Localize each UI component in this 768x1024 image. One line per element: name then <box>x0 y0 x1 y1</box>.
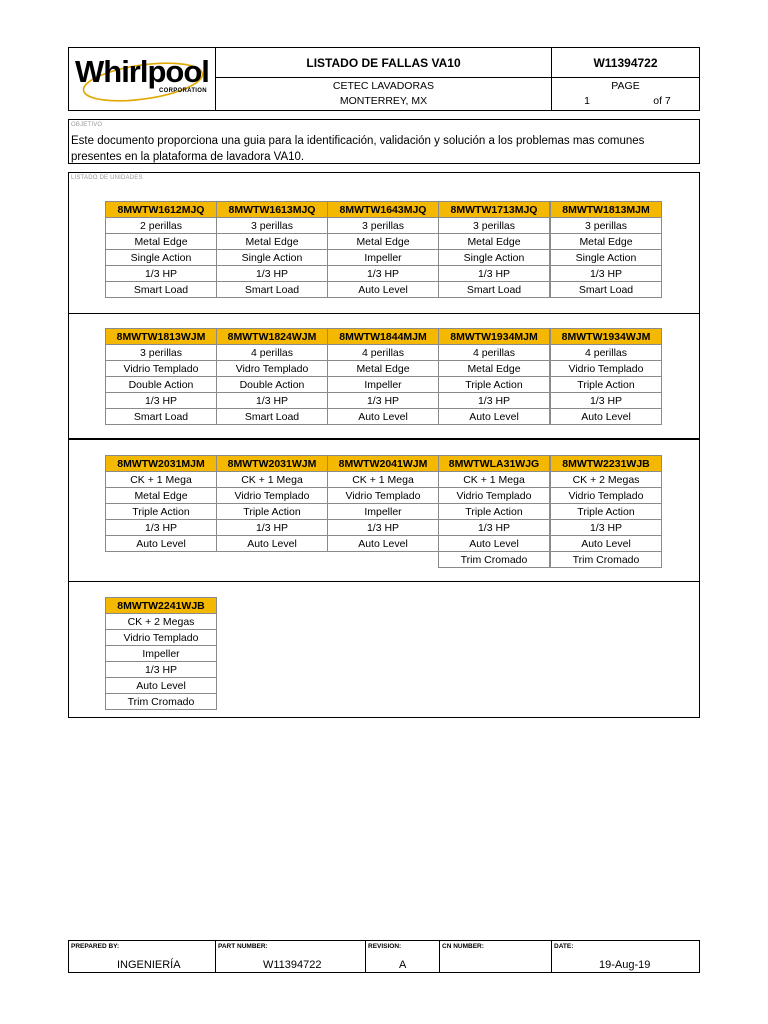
unit-spec: 1/3 HP <box>439 520 550 536</box>
unit-spec: 1/3 HP <box>106 266 217 282</box>
unit-spec: 1/3 HP <box>106 662 217 678</box>
unit-spec: 3 perillas <box>328 218 439 234</box>
unit-spec: Trim Cromado <box>106 694 217 710</box>
unit-table <box>327 201 439 298</box>
unit-spec: Single Action <box>439 250 550 266</box>
unit-spec: 1/3 HP <box>439 266 550 282</box>
unit-model: 8MWTWLA31WJG <box>439 456 550 472</box>
unit-spec: Auto Level <box>106 678 217 694</box>
unit-spec: 1/3 HP <box>328 393 439 409</box>
unit-spec: 1/3 HP <box>217 393 328 409</box>
unit-model: 8MWTW1824WJM <box>217 329 328 345</box>
unit-spec: Vidrio Templado <box>328 488 439 504</box>
row-divider <box>69 581 699 582</box>
unit-spec: 1/3 HP <box>439 393 550 409</box>
units-section <box>68 172 700 718</box>
unit-table <box>105 201 217 298</box>
unit-table <box>216 455 328 552</box>
unit-spec: Metal Edge <box>328 361 439 377</box>
unit-model: 8MWTW1844MJM <box>328 329 439 345</box>
unit-model: 8MWTW1813MJM <box>551 202 662 218</box>
unit-spec: CK + 1 Mega <box>106 472 217 488</box>
unit-spec: 1/3 HP <box>551 393 662 409</box>
unit-spec: Metal Edge <box>106 234 217 250</box>
row-divider <box>69 313 699 314</box>
unit-table <box>105 455 217 552</box>
unit-spec: Vidrio Templado <box>217 488 328 504</box>
unit-spec: Auto Level <box>217 536 328 552</box>
date-value: 19-Aug-19 <box>599 959 651 971</box>
unit-spec: Vidrio Templado <box>551 361 662 377</box>
unit-spec: Triple Action <box>439 377 550 393</box>
prepared-by-label: PREPARED BY: <box>71 943 120 950</box>
document-footer <box>68 940 700 973</box>
unit-spec: Single Action <box>217 250 328 266</box>
unit-model: 8MWTW2241WJB <box>106 598 217 614</box>
unit-spec: 1/3 HP <box>217 266 328 282</box>
unit-spec: 4 perillas <box>551 345 662 361</box>
unit-spec: Triple Action <box>106 504 217 520</box>
unit-spec: Vidrio Templado <box>106 361 217 377</box>
unit-table <box>550 201 662 298</box>
unit-spec: Triple Action <box>551 504 662 520</box>
date-label: DATE: <box>554 943 574 950</box>
unit-spec: CK + 1 Mega <box>328 472 439 488</box>
unit-spec: 1/3 HP <box>106 520 217 536</box>
unit-spec: Trim Cromado <box>439 552 550 568</box>
unit-table <box>550 328 662 425</box>
unit-spec: 4 perillas <box>217 345 328 361</box>
unit-spec: CK + 2 Megas <box>551 472 662 488</box>
unit-spec: Metal Edge <box>328 234 439 250</box>
unit-spec: Smart Load <box>217 409 328 425</box>
revision-label: REVISION: <box>368 943 402 950</box>
unit-spec: Smart Load <box>217 282 328 298</box>
revision-value: A <box>399 959 407 971</box>
unit-spec: Smart Load <box>551 282 662 298</box>
unit-spec: Metal Edge <box>217 234 328 250</box>
unit-spec: Trim Cromado <box>551 552 662 568</box>
unit-spec: Triple Action <box>551 377 662 393</box>
department: CETEC LAVADORAS <box>332 80 435 92</box>
unit-spec: Double Action <box>217 377 328 393</box>
unit-model: 8MWTW1613MJQ <box>217 202 328 218</box>
unit-spec: Smart Load <box>439 282 550 298</box>
unit-table <box>438 201 550 298</box>
unit-spec: 4 perillas <box>439 345 550 361</box>
unit-table <box>327 455 439 552</box>
objetivo-text: Este documento proporciona una guia para la identificación, validación y solución a los problemas mas comunes presentes en la plataforma de lavadora VA10. <box>71 135 645 163</box>
page-number: 1 <box>584 95 590 107</box>
unit-spec: Metal Edge <box>439 361 550 377</box>
unit-spec: Vidro Templado <box>217 361 328 377</box>
unit-spec: 1/3 HP <box>551 520 662 536</box>
unit-table <box>105 597 217 710</box>
unit-spec: Vidrio Templado <box>439 488 550 504</box>
unit-spec: Auto Level <box>439 536 550 552</box>
unit-model: 8MWTW2041WJM <box>328 456 439 472</box>
unit-table <box>327 328 439 425</box>
unit-spec: Auto Level <box>328 282 439 298</box>
unit-spec: Auto Level <box>106 536 217 552</box>
unit-spec: Auto Level <box>328 536 439 552</box>
unit-model: 8MWTW1934WJM <box>551 329 662 345</box>
document-number: W11394722 <box>593 56 658 70</box>
unit-spec: 3 perillas <box>217 218 328 234</box>
unit-spec: CK + 2 Megas <box>106 614 217 630</box>
unit-table <box>438 328 550 425</box>
part-number-value: W11394722 <box>263 959 322 971</box>
unit-spec: Auto Level <box>551 409 662 425</box>
unit-model: 8MWTW2231WJB <box>551 456 662 472</box>
location: MONTERREY, MX <box>339 95 428 107</box>
unit-table <box>216 328 328 425</box>
unit-table <box>550 455 662 568</box>
units-label: LISTADO DE UNIDADES <box>71 175 143 181</box>
page-total: of 7 <box>653 95 671 107</box>
unit-spec: Smart Load <box>106 409 217 425</box>
unit-spec: Single Action <box>106 250 217 266</box>
unit-spec: CK + 1 Mega <box>439 472 550 488</box>
unit-model: 8MWTW2031MJM <box>106 456 217 472</box>
document-title: LISTADO DE FALLAS VA10 <box>306 56 461 70</box>
unit-spec: Vidrio Templado <box>551 488 662 504</box>
unit-spec: Metal Edge <box>439 234 550 250</box>
unit-spec: 3 perillas <box>439 218 550 234</box>
objetivo-label: OBJETIVO <box>71 122 103 128</box>
document-header <box>68 47 700 111</box>
unit-spec: Impeller <box>328 504 439 520</box>
unit-spec: Triple Action <box>217 504 328 520</box>
unit-spec: 3 perillas <box>106 345 217 361</box>
unit-spec: Triple Action <box>439 504 550 520</box>
part-number-label: PART NUMBER: <box>218 943 268 950</box>
unit-spec: Smart Load <box>106 282 217 298</box>
unit-model: 8MWTW1612MJQ <box>106 202 217 218</box>
unit-spec: 1/3 HP <box>106 393 217 409</box>
logo-corporation: CORPORATION <box>159 88 207 94</box>
unit-spec: 2 perillas <box>106 218 217 234</box>
unit-spec: Impeller <box>328 250 439 266</box>
unit-table <box>438 455 550 568</box>
unit-spec: Metal Edge <box>551 234 662 250</box>
unit-table <box>105 328 217 425</box>
page-label: PAGE <box>611 80 640 92</box>
unit-spec: 1/3 HP <box>328 266 439 282</box>
unit-spec: Impeller <box>106 646 217 662</box>
unit-model: 8MWTW1934MJM <box>439 329 550 345</box>
row-divider <box>69 438 699 440</box>
logo-wordmark: Whirlpool <box>75 54 209 89</box>
unit-spec: Auto Level <box>439 409 550 425</box>
unit-spec: Metal Edge <box>106 488 217 504</box>
unit-spec: 1/3 HP <box>217 520 328 536</box>
unit-spec: 4 perillas <box>328 345 439 361</box>
unit-model: 8MWTW1713MJQ <box>439 202 550 218</box>
unit-model: 8MWTW1813WJM <box>106 329 217 345</box>
unit-spec: CK + 1 Mega <box>217 472 328 488</box>
unit-model: 8MWTW2031WJM <box>217 456 328 472</box>
unit-spec: 1/3 HP <box>328 520 439 536</box>
unit-spec: Auto Level <box>551 536 662 552</box>
unit-table <box>216 201 328 298</box>
cn-number-label: CN NUMBER: <box>442 943 484 950</box>
unit-spec: Impeller <box>328 377 439 393</box>
whirlpool-logo <box>69 48 215 110</box>
unit-model: 8MWTW1643MJQ <box>328 202 439 218</box>
unit-spec: Double Action <box>106 377 217 393</box>
unit-spec: Single Action <box>551 250 662 266</box>
objetivo-section <box>68 119 700 164</box>
unit-spec: Vidrio Templado <box>106 630 217 646</box>
unit-spec: 1/3 HP <box>551 266 662 282</box>
unit-spec: Auto Level <box>328 409 439 425</box>
prepared-by-value: INGENIERÍA <box>117 959 181 971</box>
unit-spec: 3 perillas <box>551 218 662 234</box>
